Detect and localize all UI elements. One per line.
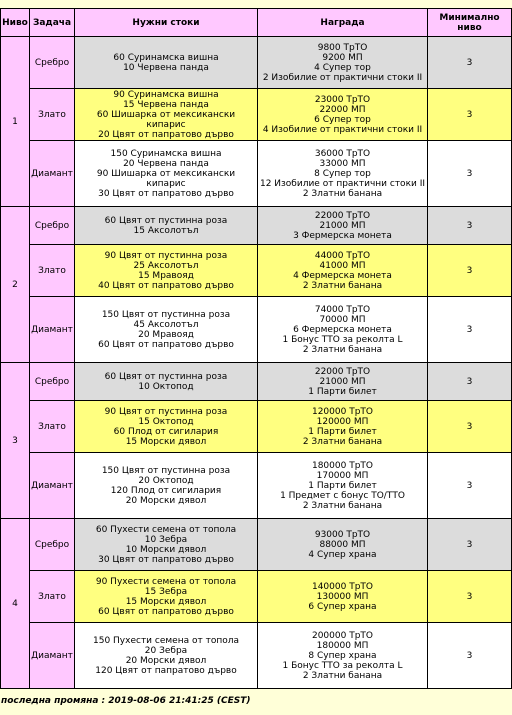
task-row — [1, 37, 512, 89]
quest-table — [0, 8, 512, 689]
reward-line: 1 Парти билет — [308, 480, 377, 491]
required-items — [75, 37, 258, 89]
required-items — [75, 453, 258, 519]
reward-line: 2 Златни банана — [302, 500, 383, 511]
item-line: 30 Цвят от папратово дърво — [98, 554, 234, 565]
item-line: 15 Морски дявол — [125, 596, 207, 607]
item-line: 20 Червена панда — [123, 158, 209, 169]
item-line: 15 Червена панда — [123, 99, 209, 110]
reward-line: 33000 МП — [319, 158, 366, 169]
reward — [258, 401, 428, 453]
required-items — [75, 571, 258, 623]
item-line: 120 Цвят от папратово дърво — [95, 665, 237, 676]
task-row — [1, 207, 512, 245]
item-line: 20 Октопод — [138, 475, 194, 486]
reward-line: 6 Супер тор — [314, 114, 371, 125]
reward-line: 2 Златни банана — [302, 670, 383, 681]
item-line: 15 Октопод — [138, 416, 194, 427]
reward-line: 1 Предмет с бонус ТО/ТТО — [280, 490, 405, 501]
item-line: 150 Цвят от пустинна роза — [101, 309, 231, 320]
min-level: 3 — [428, 571, 512, 623]
reward-line: 4 Супер храна — [308, 549, 377, 560]
reward-line: 74000 ТрТО — [314, 304, 371, 315]
item-line: 20 Морски дявол — [125, 655, 207, 666]
task-name: Сребро — [30, 207, 75, 245]
required-items — [75, 297, 258, 363]
item-line: 60 Плод от сигилария — [113, 426, 219, 437]
reward — [258, 37, 428, 89]
item-line: 15 Мравояд — [138, 270, 194, 281]
item-line: 20 Морски дявол — [125, 495, 207, 506]
reward-line: 1 Бонус ТТО за реколта L — [282, 334, 403, 345]
reward-line: 22000 ТрТО — [314, 366, 371, 377]
item-line: 10 Зебра — [144, 534, 188, 545]
level-number: 2 — [1, 207, 30, 363]
reward-line: 9800 ТрТО — [317, 42, 368, 53]
reward-line: 21000 МП — [319, 376, 366, 387]
reward — [258, 297, 428, 363]
reward-line: 2 Златни банана — [302, 436, 383, 447]
min-level: 3 — [428, 363, 512, 401]
reward-line: 22000 ТрТО — [314, 210, 371, 221]
reward-line: 140000 ТрТО — [311, 581, 373, 592]
reward-line: 93000 ТрТО — [314, 529, 371, 540]
reward-line: 2 Изобилие от практични стоки II — [262, 72, 423, 83]
reward-line: 8 Супер тор — [314, 168, 371, 179]
reward-line: 9200 МП — [322, 52, 363, 63]
reward-line: 2 Златни банана — [302, 344, 383, 355]
reward — [258, 89, 428, 141]
task-name: Злато — [30, 401, 75, 453]
item-line: 60 Цвят от пустинна роза — [104, 215, 228, 226]
item-line: 30 Цвят от папратово дърво — [98, 188, 234, 199]
item-line: 20 Зебра — [144, 645, 188, 656]
reward — [258, 207, 428, 245]
item-line: 90 Пухести семена от топола — [95, 576, 237, 587]
required-items — [75, 207, 258, 245]
reward — [258, 519, 428, 571]
reward-line: 2 Златни банана — [302, 280, 383, 291]
min-level: 3 — [428, 519, 512, 571]
reward — [258, 571, 428, 623]
reward-line: 130000 МП — [316, 591, 369, 602]
reward-line: 44000 ТрТО — [314, 250, 371, 261]
reward-line: 200000 ТрТО — [311, 630, 373, 641]
reward-line: 6 Супер храна — [308, 601, 377, 612]
header-row — [1, 9, 512, 37]
required-items — [75, 519, 258, 571]
reward-line: 1 Парти билет — [308, 426, 377, 437]
item-line: 10 Октопод — [138, 381, 194, 392]
item-line: 60 Шишарка от мексикански кипарис — [96, 109, 236, 130]
min-level: 3 — [428, 297, 512, 363]
reward-line: 8 Супер храна — [308, 650, 377, 661]
task-name: Диамант — [30, 453, 75, 519]
reward-line: 180000 МП — [316, 640, 369, 651]
item-line: 10 Червена панда — [123, 62, 209, 73]
header-task: Задача — [30, 9, 75, 37]
task-name: Сребро — [30, 37, 75, 89]
header-items: Нужни стоки — [75, 9, 258, 37]
item-line: 150 Суринамска вишна — [110, 148, 222, 159]
task-name: Сребро — [30, 519, 75, 571]
reward-line: 170000 МП — [316, 470, 369, 481]
item-line: 60 Пухести семена от топола — [95, 524, 237, 535]
item-line: 45 Аксолотъл — [133, 319, 199, 330]
item-line: 40 Цвят от папратово дърво — [98, 280, 234, 291]
reward-line: 23000 ТрТО — [314, 94, 371, 105]
reward-line: 4 Супер тор — [314, 62, 371, 73]
item-line: 90 Цвят от пустинна роза — [104, 250, 228, 261]
min-level: 3 — [428, 207, 512, 245]
required-items — [75, 623, 258, 689]
item-line: 20 Мравояд — [138, 329, 194, 340]
reward-line: 3 Фермерска монета — [293, 230, 392, 241]
min-level: 3 — [428, 141, 512, 207]
item-line: 10 Морски дявол — [125, 544, 207, 555]
reward-line: 120000 МП — [316, 416, 369, 427]
task-name: Сребро — [30, 363, 75, 401]
reward — [258, 363, 428, 401]
last-modified: последна промяна : 2019-08-06 21:41:25 (CEST) — [1, 696, 251, 706]
task-row — [1, 519, 512, 571]
task-row — [1, 571, 512, 623]
reward-line: 41000 МП — [319, 260, 366, 271]
reward-line: 120000 ТрТО — [311, 406, 373, 417]
task-row — [1, 297, 512, 363]
reward-line: 4 Изобилие от практични стоки II — [262, 124, 423, 135]
header-min-level: Минимално ниво — [428, 9, 512, 37]
reward-line: 4 Фермерска монета — [293, 270, 392, 281]
min-level: 3 — [428, 401, 512, 453]
reward-line: 21000 МП — [319, 220, 366, 231]
reward — [258, 141, 428, 207]
reward — [258, 245, 428, 297]
reward — [258, 453, 428, 519]
item-line: 25 Аксолотъл — [133, 260, 199, 271]
reward-line: 1 Парти билет — [308, 386, 377, 397]
item-line: 60 Суринамска вишна — [113, 52, 219, 63]
quest-body — [1, 37, 512, 689]
item-line: 15 Зебра — [144, 586, 188, 597]
task-row — [1, 141, 512, 207]
required-items — [75, 401, 258, 453]
reward-line: 70000 МП — [319, 314, 366, 325]
item-line: 90 Шишарка от мексикански кипарис — [96, 168, 236, 189]
header-reward: Награда — [258, 9, 428, 37]
level-number: 4 — [1, 519, 30, 689]
item-line: 120 Плод от сигилария — [110, 485, 222, 496]
task-name: Злато — [30, 89, 75, 141]
item-line: 15 Аксолотъл — [133, 225, 199, 236]
min-level: 3 — [428, 89, 512, 141]
item-line: 60 Цвят от папратово дърво — [98, 606, 234, 617]
header-level: Ниво — [1, 9, 30, 37]
required-items — [75, 245, 258, 297]
task-row — [1, 245, 512, 297]
reward-line: 88000 МП — [319, 539, 366, 550]
required-items — [75, 363, 258, 401]
min-level: 3 — [428, 37, 512, 89]
reward — [258, 623, 428, 689]
task-name: Злато — [30, 571, 75, 623]
required-items — [75, 141, 258, 207]
item-line: 150 Пухести семена от топола — [93, 635, 239, 646]
task-name: Злато — [30, 245, 75, 297]
required-items — [75, 89, 258, 141]
task-row — [1, 363, 512, 401]
item-line: 90 Суринамска вишна — [113, 89, 219, 100]
task-row — [1, 453, 512, 519]
reward-line: 180000 ТрТО — [311, 460, 373, 471]
item-line: 90 Цвят от пустинна роза — [104, 406, 228, 417]
reward-line: 2 Златни банана — [302, 188, 383, 199]
level-number: 1 — [1, 37, 30, 207]
min-level: 3 — [428, 453, 512, 519]
item-line: 60 Цвят от пустинна роза — [104, 371, 228, 382]
task-name: Диамант — [30, 297, 75, 363]
task-row — [1, 401, 512, 453]
task-row — [1, 623, 512, 689]
item-line: 15 Морски дявол — [125, 436, 207, 447]
min-level: 3 — [428, 623, 512, 689]
reward-line: 22000 МП — [319, 104, 366, 115]
level-number: 3 — [1, 363, 30, 519]
task-name: Диамант — [30, 141, 75, 207]
item-line: 20 Цвят от папратово дърво — [98, 129, 234, 140]
reward-line: 1 Бонус ТТО за реколта L — [282, 660, 403, 671]
reward-line: 6 Фермерска монета — [293, 324, 392, 335]
reward-line: 36000 ТрТО — [314, 148, 371, 159]
reward-line: 12 Изобилие от практични стоки II — [259, 178, 426, 189]
item-line: 150 Цвят от пустинна роза — [101, 465, 231, 476]
task-name: Диамант — [30, 623, 75, 689]
task-row — [1, 89, 512, 141]
min-level: 3 — [428, 245, 512, 297]
item-line: 60 Цвят от папратово дърво — [98, 339, 234, 350]
